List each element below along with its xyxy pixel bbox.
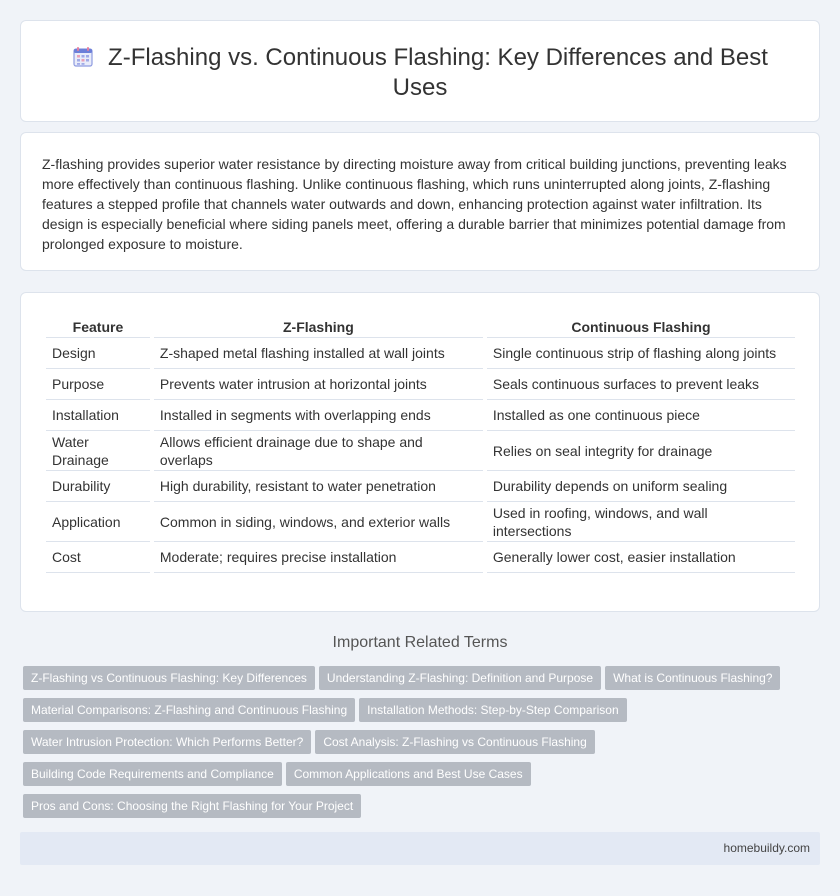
table-row (46, 369, 795, 400)
table-cell-z-flashing: High durability, resistant to water penetration (154, 471, 483, 502)
title-card (20, 20, 820, 122)
related-term-tag[interactable]: What is Continuous Flashing? (605, 666, 780, 690)
table-header-row (46, 316, 795, 338)
table-row (46, 400, 795, 431)
page-title: Z-Flashing vs. Continuous Flashing: Key Differences and Best Uses (108, 44, 768, 101)
table-cell-feature: Design (46, 338, 150, 369)
table-row (46, 338, 795, 369)
table-row (46, 431, 795, 471)
table-cell-continuous: Durability depends on uniform sealing (487, 471, 795, 502)
intro-paragraph: Z-flashing provides superior water resistance by directing moisture away from critical building junctions, preventing leaks more effectively than continuous flashing. Unlike continuous flashing, which runs uninterrupted along joints, Z-flashing features a stepped profile that channels water outwards and down, enhancing protection against water infiltration. Its design is especially beneficial where siding panels meet, offering a durable barrier that minimizes potential damage from prolonged exposure to moisture. (42, 156, 787, 252)
comparison-table-card (20, 292, 820, 612)
table-cell-continuous: Relies on seal integrity for drainage (487, 431, 795, 471)
table-cell-z-flashing: Moderate; requires precise installation (154, 542, 483, 573)
related-term-tag[interactable]: Z-Flashing vs Continuous Flashing: Key Differences (23, 666, 315, 690)
related-term-tag[interactable]: Pros and Cons: Choosing the Right Flashing for Your Project (23, 794, 361, 818)
table-cell-z-flashing: Prevents water intrusion at horizontal joints (154, 369, 483, 400)
calendar-icon (72, 46, 94, 68)
related-terms-list (23, 666, 803, 826)
table-cell-feature: Durability (46, 471, 150, 502)
related-term-tag[interactable]: Cost Analysis: Z-Flashing vs Continuous Flashing (315, 730, 594, 754)
table-row (46, 502, 795, 542)
related-term-tag[interactable]: Installation Methods: Step-by-Step Comparison (359, 698, 626, 722)
footer-site-link[interactable]: homebuildy.com (723, 841, 810, 855)
table-cell-continuous: Seals continuous surfaces to prevent leaks (487, 369, 795, 400)
tag-row (23, 762, 803, 794)
intro-card (20, 132, 820, 271)
table-cell-feature: Purpose (46, 369, 150, 400)
related-terms-title: Important Related Terms (332, 634, 508, 651)
table-cell-feature: Application (46, 502, 150, 542)
related-term-tag[interactable]: Building Code Requirements and Compliance (23, 762, 282, 786)
related-term-tag[interactable]: Water Intrusion Protection: Which Performs Better? (23, 730, 311, 754)
table-cell-continuous: Single continuous strip of flashing along joints (487, 338, 795, 369)
comparison-table (42, 316, 799, 573)
table-cell-z-flashing: Z-shaped metal flashing installed at wall joints (154, 338, 483, 369)
table-row (46, 471, 795, 502)
header-z-flashing: Z-Flashing (154, 316, 483, 338)
table-row (46, 542, 795, 573)
table-cell-continuous: Installed as one continuous piece (487, 400, 795, 431)
header-continuous-flashing: Continuous Flashing (487, 316, 795, 338)
header-feature: Feature (46, 316, 150, 338)
tag-row (23, 666, 803, 698)
page-title-wrap (61, 43, 779, 103)
table-cell-feature: Water Drainage (46, 431, 150, 471)
table-cell-z-flashing: Common in siding, windows, and exterior walls (154, 502, 483, 542)
table-cell-continuous: Used in roofing, windows, and wall intersections (487, 502, 795, 542)
tag-row (23, 698, 803, 730)
related-term-tag[interactable]: Common Applications and Best Use Cases (286, 762, 531, 786)
tag-row (23, 794, 803, 826)
table-cell-continuous: Generally lower cost, easier installation (487, 542, 795, 573)
tag-row (23, 730, 803, 762)
table-cell-feature: Installation (46, 400, 150, 431)
table-cell-z-flashing: Allows efficient drainage due to shape and overlaps (154, 431, 483, 471)
table-cell-feature: Cost (46, 542, 150, 573)
related-term-tag[interactable]: Understanding Z-Flashing: Definition and Purpose (319, 666, 601, 690)
footer (20, 832, 820, 865)
related-term-tag[interactable]: Material Comparisons: Z-Flashing and Continuous Flashing (23, 698, 355, 722)
table-cell-z-flashing: Installed in segments with overlapping ends (154, 400, 483, 431)
